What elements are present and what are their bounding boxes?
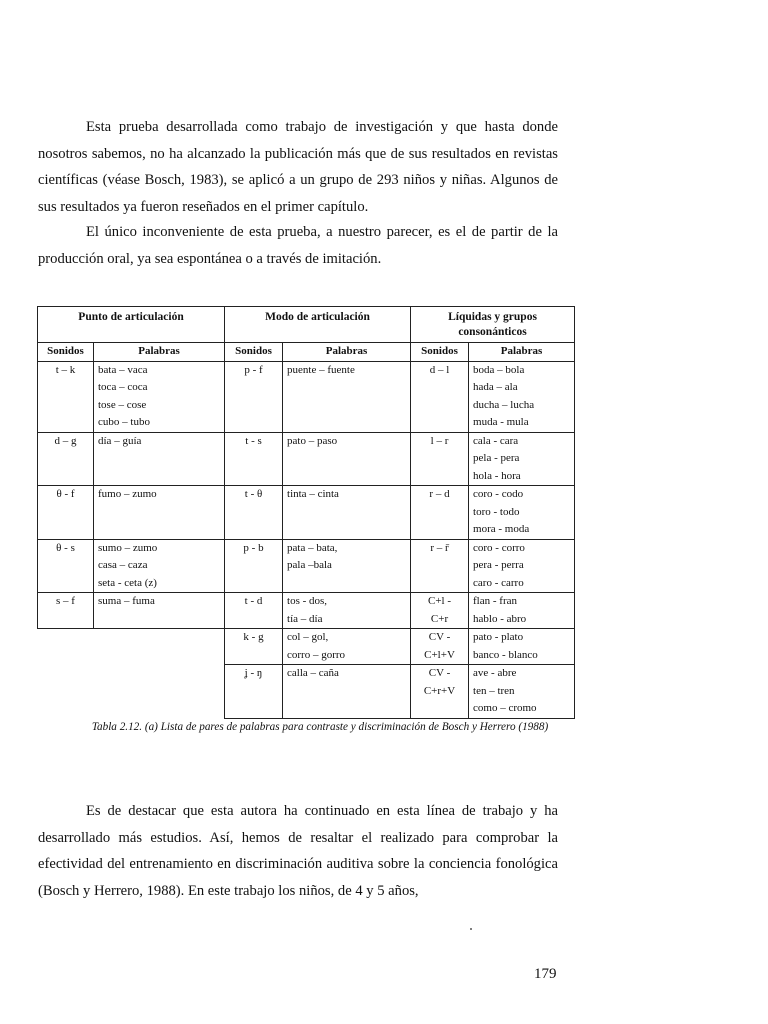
liquidas-words-cell	[469, 486, 575, 540]
word-pair: pato - plato	[473, 631, 524, 643]
sound-line: t - s	[245, 434, 262, 447]
sub-header: Palabras	[283, 343, 411, 362]
modo-words-cell	[283, 593, 411, 629]
punto-sound-cell	[38, 486, 94, 540]
word-pair: cubo – tubo	[98, 416, 150, 428]
sound-line: C+l -	[428, 595, 452, 607]
empty-cell	[38, 629, 225, 665]
sound-line: t - θ	[244, 488, 263, 500]
liquidas-words-cell	[469, 432, 575, 486]
table-row	[38, 486, 575, 540]
paragraph-3: Es de destacar que esta autora ha continuado en esta línea de trabajo y ha desarrollado más estudios. Así, hemos de resaltar el realizado para comprobar la efectividad del entrenamiento en discriminación auditiva sobre la conciencia fonológica (Bosch y Herrero, 1988). En este trabajo los niños, de 4 y 5 años,	[38, 803, 558, 899]
word-pair: suma – fuma	[98, 595, 155, 607]
sound-line: d – g	[54, 434, 77, 447]
word-pair: seta - ceta (z)	[98, 576, 157, 589]
word-pair: ave - abre	[473, 667, 517, 679]
word-pair: col – gol,	[287, 631, 329, 643]
word-pair: fumo – zumo	[98, 488, 157, 500]
liquidas-words-cell	[469, 665, 575, 719]
word-pair: muda - mula	[473, 416, 529, 428]
table-group-header-row	[38, 307, 575, 343]
sound-line: r – d	[429, 488, 450, 500]
liquidas-sound-cell	[411, 432, 469, 486]
word-pair: tos - dos,	[287, 595, 328, 607]
sub-header: Sonidos	[225, 343, 283, 362]
word-pair: calla – caña	[287, 667, 339, 679]
liquidas-words-cell	[469, 361, 575, 432]
word-pair: flan - fran	[473, 595, 517, 607]
sound-line: t – k	[55, 363, 76, 376]
liquidas-words-cell	[469, 593, 575, 629]
word-pair: tinta – cinta	[287, 488, 339, 500]
sound-line: CV -	[428, 631, 451, 643]
table-caption: Tabla 2.12. (a) Lista de pares de palabras para contraste y discriminación de Bosch y Herrero (1988)	[91, 721, 549, 733]
modo-sound-cell	[225, 361, 283, 432]
word-pair: banco - blanco	[473, 648, 538, 661]
punto-sound-cell	[38, 361, 94, 432]
word-pair: casa – caza	[98, 559, 148, 571]
modo-words-cell	[283, 665, 411, 719]
word-pair: toro - todo	[473, 505, 520, 518]
sound-line: s – f	[56, 595, 75, 607]
word-pair: hola - hora	[473, 469, 521, 482]
table-row	[38, 593, 575, 629]
word-pair: día – guía	[98, 434, 142, 447]
modo-sound-cell	[225, 432, 283, 486]
empty-cell	[38, 665, 225, 719]
sound-line: ʝ - ŋ	[244, 667, 263, 679]
sound-line: θ - s	[56, 541, 75, 554]
modo-sound-cell	[225, 539, 283, 593]
sound-line: k - g	[243, 631, 264, 643]
word-pair: pata – bata,	[287, 541, 338, 554]
modo-words-cell	[283, 629, 411, 665]
table-row	[38, 629, 575, 665]
modo-words-cell	[283, 361, 411, 432]
word-pair: hablo - abro	[473, 612, 527, 625]
word-pair: sumo – zumo	[98, 541, 158, 554]
sub-header: Palabras	[94, 343, 225, 362]
page-number: 179	[534, 966, 557, 982]
sub-header: Palabras	[469, 343, 575, 362]
word-pair: pera - perra	[473, 559, 524, 571]
word-pair: ducha – lucha	[473, 398, 535, 411]
word-pair: mora - moda	[473, 523, 530, 535]
word-pair: puente – fuente	[287, 363, 355, 376]
liquidas-sound-cell	[411, 593, 469, 629]
sound-line: CV -	[428, 667, 451, 679]
word-pair: corro – gorro	[287, 648, 346, 661]
punto-sound-cell	[38, 432, 94, 486]
word-pair: como – cromo	[473, 702, 537, 714]
modo-words-cell	[283, 432, 411, 486]
word-pair: boda – bola	[473, 363, 525, 376]
sound-line: t - d	[244, 595, 263, 607]
punto-sound-cell	[38, 539, 94, 593]
sound-line: C+r+V	[423, 684, 456, 697]
sound-line: θ - f	[56, 488, 75, 500]
paragraph-1: Esta prueba desarrollada como trabajo de investigación y que hasta donde nosotros sabemos, no ha alcanzado la publicación más que de sus resultados en revistas científicas (véase Bosch, 1983), se aplicó a un grupo de 293 niños y niñas. Algunos de sus resultados ya fueron reseñados en el primer capítulo.	[38, 119, 558, 215]
table-row	[38, 665, 575, 719]
punto-sound-cell	[38, 593, 94, 629]
word-pair: coro - corro	[473, 541, 525, 554]
word-pair: coro - codo	[473, 488, 524, 500]
punto-words-cell	[94, 593, 225, 629]
modo-sound-cell	[225, 593, 283, 629]
group-header-liquidas: Líquidas y grupos consonánticos	[411, 307, 575, 343]
table-row	[38, 432, 575, 486]
liquidas-words-cell	[469, 539, 575, 593]
modo-sound-cell	[225, 665, 283, 719]
liquidas-sound-cell	[411, 629, 469, 665]
sub-header: Sonidos	[411, 343, 469, 362]
table-sub-header-row	[38, 343, 575, 362]
punto-words-cell	[94, 361, 225, 432]
table-row	[38, 539, 575, 593]
word-pair: cala - cara	[473, 434, 519, 447]
group-header-modo: Modo de articulación	[225, 307, 411, 343]
articulation-table	[37, 306, 575, 719]
word-pair: tose – cose	[98, 398, 147, 411]
liquidas-sound-cell	[411, 665, 469, 719]
word-pair: toca – coca	[98, 381, 148, 393]
liquidas-sound-cell	[411, 486, 469, 540]
liquidas-sound-cell	[411, 539, 469, 593]
table-row	[38, 361, 575, 432]
sound-line: r – r̄	[430, 541, 449, 554]
word-pair: tía – día	[287, 612, 323, 625]
group-header-punto: Punto de articulación	[38, 307, 225, 343]
paragraph-2: El único inconveniente de esta prueba, a nuestro parecer, es el de partir de la producción oral, ya sea espontánea o a través de imitación.	[38, 224, 558, 267]
punto-words-cell	[94, 432, 225, 486]
sound-line: d – l	[429, 363, 450, 376]
scan-speck	[470, 928, 472, 930]
modo-words-cell	[283, 539, 411, 593]
sound-line: l – r	[430, 434, 449, 447]
punto-words-cell	[94, 539, 225, 593]
sound-line: p - f	[244, 363, 263, 376]
sub-header: Sonidos	[38, 343, 94, 362]
punto-words-cell	[94, 486, 225, 540]
word-pair: bata – vaca	[98, 363, 148, 376]
liquidas-sound-cell	[411, 361, 469, 432]
modo-sound-cell	[225, 486, 283, 540]
modo-words-cell	[283, 486, 411, 540]
word-pair: pela - pera	[473, 452, 520, 464]
word-pair: pato – paso	[287, 434, 338, 447]
sound-line: C+r	[430, 612, 449, 625]
word-pair: caro - carro	[473, 576, 524, 589]
sound-line: p - b	[243, 541, 264, 554]
sound-line: C+l+V	[424, 648, 455, 661]
modo-sound-cell	[225, 629, 283, 665]
word-pair: hada – ala	[473, 381, 518, 393]
word-pair: pala –bala	[287, 559, 332, 571]
liquidas-words-cell	[469, 629, 575, 665]
word-pair: ten – tren	[473, 684, 515, 697]
